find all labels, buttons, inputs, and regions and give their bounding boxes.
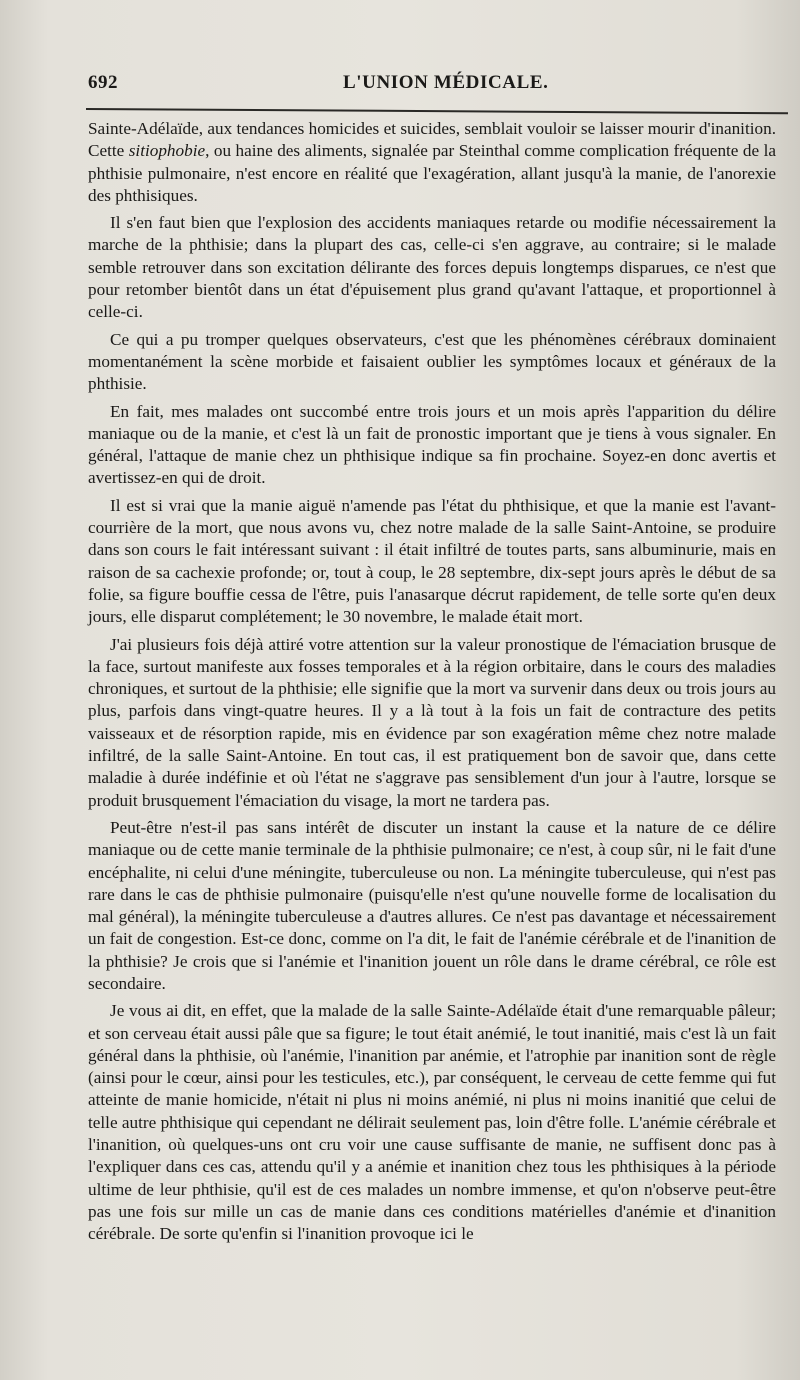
paragraph-3: Ce qui a pu tromper quelques observateurs, c'est que les phénomènes cérébraux dominaient momentanément la scène morbide et faisaient oublier les symptômes locaux et généraux de la phthisie. (88, 329, 776, 394)
paragraph-4: En fait, mes malades ont succombé entre trois jours et un mois après l'apparition du délire maniaque ou de la manie, et c'est là un fait de pronostic important que je tiens à vous signaler. En général, l'attaque de manie chez un phthisique indique sa fin prochaine. Soyez-en donc avertis et avertissez-en qui de droit. (88, 401, 776, 488)
paragraph-7: Peut-être n'est-il pas sans intérêt de discuter un instant la cause et la nature de ce délire maniaque ou de cette manie terminale de la phthisie pulmonaire; ce n'est, à coup sûr, ni le fait d'une encéphalite, ni celui d'une méningite, tuberculeuse ou non. La méningite tuberculeuse, qui n'est pas rare dans le cas de phthisie pulmonaire (puisqu'elle n'est qu'une nouvelle forme de localisation du mal général), la méningite tuberculeuse a d'autres allures. Ce n'est pas davantage et nécessairement un fait de congestion. Est-ce donc, comme on l'a dit, le fait de l'anémie cérébrale et de l'inanition de la phthisie? Je crois que si l'anémie et l'inanition jouent un rôle dans le drame cérébral, ce rôle est secondaire. (88, 817, 776, 993)
paragraph-1-part-2: , ou haine des aliments, signalée par Steinthal comme complication fréquente de la phthisie pulmonaire, n'est encore en réalité que l'exagération, allant jusqu'à la manie, de l'anorexie des phthisiques. (88, 141, 776, 205)
paragraph-6: J'ai plusieurs fois déjà attiré votre attention sur la valeur pronostique de l'émaciation brusque de la face, surtout manifeste aux fosses temporales et à la région orbitaire, dans le cours des maladies chroniques, et surtout de la phthisie; elle signifie que la mort va survenir dans deux ou trois jours au plus, parfois dans vingt-quatre heures. Il y a là tout à la fois un fait de contracture des petits vaisseaux et de résorption rapide, mis en évidence par son exagération même chez notre malade infiltré, de la salle Saint-Antoine. En tout cas, il est pratiquement bon de savoir que, dans cette maladie à durée indéfinie et où l'état ne s'aggrave pas sensiblement d'un jour à l'autre, lorsque se produit brusquement l'émaciation du visage, la mort ne tardera pas. (88, 634, 776, 810)
running-header (88, 72, 780, 102)
journal-title: L'UNION MÉDICALE. (343, 72, 549, 93)
paragraph-2: Il s'en faut bien que l'explosion des accidents maniaques retarde ou modifie nécessairement la marche de la phthisie; dans la plupart des cas, celle-ci s'en aggrave, au contraire; si le malade semble retrouver dans son excitation délirante des forces depuis longtemps disparues, ce n'est que pour retomber bientôt dans un état d'épuisement plus grand qu'avant l'attaque, et proportionnel à celle-ci. (88, 213, 776, 322)
header-rule (86, 108, 788, 114)
paragraph-1-part-1: Sainte-Adélaïde, aux tendances homicides et suicides, semblait vouloir se laisser mourir d'inanition. Cette (88, 119, 776, 161)
page-number: 692 (88, 72, 118, 93)
body-text (88, 118, 776, 1246)
paragraph-8: Je vous ai dit, en effet, que la malade de la salle Sainte-Adélaïde était d'une remarquable pâleur; et son cerveau était aussi pâle que sa figure; le tout était anémié, le tout inanitié, mais c'est là un fait général dans la phthisie, où l'anémie, l'inanition par anémie, et l'atrophie par inanition sont de règle (ainsi pour le cœur, ainsi pour les testicules, etc.), par conséquent, le cerveau de cette femme qui fut atteinte de manie homicide, n'était ni plus ni moins anémié, ni plus ni moins inanitié que celui de telle autre phthisique qui cependant ne délirait seulement pas, loin d'être folle. L'anémie cérébrale et l'inanition, où quelques-uns ont cru voir une cause suffisante de manie, ne suffisent donc pas à l'expliquer dans ces cas, attendu qu'il y a anémie et inanition chez tous les phthisiques à la période ultime de leur phthisie, qu'il est de ces malades un nombre immense, et qu'on n'observe peut-être pas une fois sur mille un cas de manie dans ces conditions matérielles d'anémie et d'inanition cérébrale. De sorte qu'enfin si l'inanition provoque ici le (88, 1001, 776, 1244)
paragraph-5: Il est si vrai que la manie aiguë n'amende pas l'état du phthisique, et que la manie est l'avant-courrière de la mort, que nous avons vu, chez notre malade de la salle Saint-Antoine, se produire dans son cours le fait intéressant suivant : il était infiltré de toutes parts, sans albuminurie, mais en raison de sa cachexie profonde; or, tout à coup, le 28 septembre, dix-sept jours après le début de sa folie, sa figure bouffie cessa de l'être, puis l'anasarque décrut rapidement, de telle sorte qu'en deux jours, elle disparut complétement; le 30 novembre, le malade était mort. (88, 495, 776, 627)
paragraph-1-emphasis: sitiophobie (128, 141, 206, 161)
paragraph-1 (88, 118, 776, 207)
